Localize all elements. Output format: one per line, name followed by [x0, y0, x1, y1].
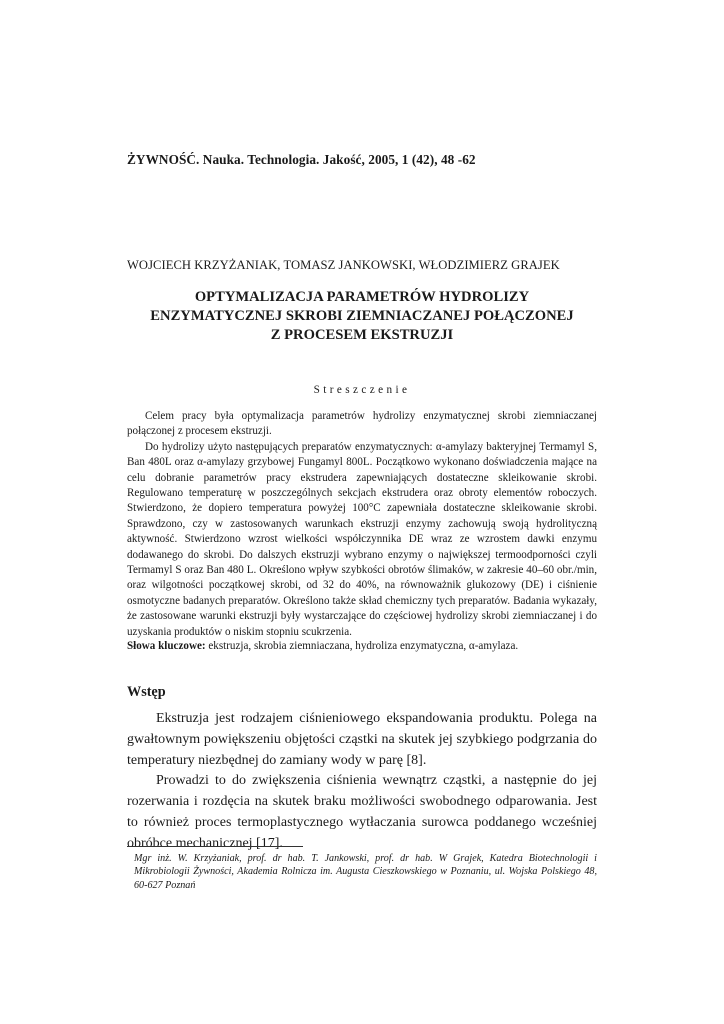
abstract-paragraph: Celem pracy była optymalizacja parametrów hydrolizy enzymatycznej skrobi ziemniaczanej połączonej z procesem ekstruzji. [127, 410, 597, 438]
keywords-label: Słowa kluczowe: [127, 640, 206, 652]
journal-header: ŻYWNOŚĆ. Nauka. Technologia. Jakość, 2005, 1 (42), 48 -62 [127, 152, 476, 167]
keywords-text: ekstruzja, skrobia ziemniaczana, hydroliza enzymatyczna, α-amylaza. [205, 640, 519, 652]
body-paragraph: Prowadzi to do zwiększenia ciśnienia wewnątrz cząstki, a następnie do jej rozerwania i rozdęcia na skutek braku możliwości swobodnego odparowania. Jest to również proces termoplastycznego wytłaczania surowca poddanego wcześniej obróbce mechanicznej [17]. [127, 773, 597, 851]
article-title [127, 288, 597, 345]
footnote: Mgr inż. W. Krzyżaniak, prof. dr hab. T. Jankowski, prof. dr hab. W Grajek, Katedra Biotechnologii i Mikrobiologii Żywności, Akademia Rolnicza im. Augusta Cieszkowskiego w Poznaniu, ul. Wojska Polskiego 48, 60-627 Poznań [134, 853, 597, 891]
section-title: Wstęp [127, 684, 166, 700]
authors: WOJCIECH KRZYŻANIAK, TOMASZ JANKOWSKI, WŁODZIMIERZ GRAJEK [127, 258, 560, 272]
footnote-divider [127, 846, 303, 847]
title-line: Z PROCESEM EKSTRUZJI [270, 327, 454, 343]
keywords [127, 639, 597, 654]
abstract-heading: Streszczenie [313, 384, 411, 396]
section-body [127, 709, 597, 855]
body-paragraph: Ekstruzja jest rodzajem ciśnieniowego ekspandowania produktu. Polega na gwałtownym powiększeniu objętości cząstki na skutek jej szybkiego podgrzania do temperatury niezbędnej do zamiany wody w parę [8]. [127, 711, 597, 768]
abstract [127, 409, 597, 640]
title-line: ENZYMATYCZNEJ SKROBI ZIEMNIACZANEJ POŁĄCZONEJ [150, 308, 574, 324]
abstract-paragraph: Do hydrolizy użyto następujących preparatów enzymatycznych: α-amylazy bakteryjnej Termamyl S, Ban 480L oraz α-amylazy grzybowej Fungamyl 800L. Początkowo wykonano doświadczenia mające na celu dobranie parametrów pracy ekstrudera zapewniających dostateczne skleikowanie skrobi. Regulowano temperaturę w poszczególnych sekcjach ekstrudera oraz obroty elementów roboczych. Stwierdzono, że dopiero temperatura powyżej 100°C zapewniała dostateczne skleikowanie skrobi. Sprawdzono, czy w zastosowanych warunkach ekstruzji enzymy zachowują swoją hydrolityczną aktywność. Stwierdzono wzrost wielkości współczynnika DE wraz ze wzrostem dawki enzymu dodawanego do skrobi. Do dalszych ekstruzji wybrano enzymy o największej termoodporności czyli Termamyl S oraz Ban 480 L. Określono wpływ szybkości obrotów ślimaków, w zakresie 40–60 obr./min, oraz wilgotności początkowej skrobi, od 32 do 40%, na równoważnik glukozowy (DE) i ciśnienie osmotyczne badanych preparatów. Określono także skład chemiczny tych preparatów. Badania wykazały, że zastosowane warunki ekstruzji były wystarczające do częściowej hydrolizy skrobi ziemniaczanej i do uzyskania produktów o niskim stopniu scukrzenia. [127, 440, 597, 638]
title-line: OPTYMALIZACJA PARAMETRÓW HYDROLIZY [194, 289, 530, 305]
